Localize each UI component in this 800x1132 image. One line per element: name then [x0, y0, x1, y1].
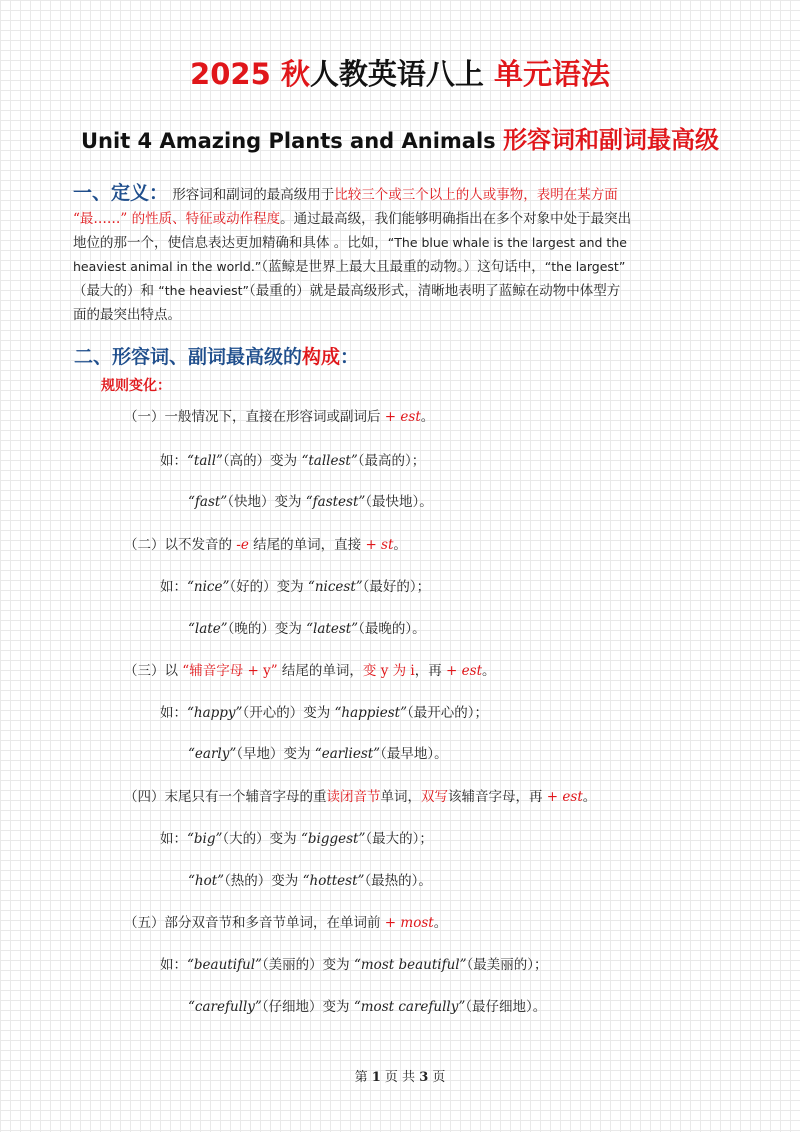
section2-heading-highlight: 构成 — [302, 346, 341, 368]
rule-end: 。 — [393, 537, 407, 553]
definition-highlight: “最……” 的性质、特征或动作程度 — [73, 211, 281, 227]
example-meaning: （晚的）变为 — [227, 621, 307, 637]
example-superlative: “hottest” — [302, 873, 365, 889]
example-meaning: （最仔细地）。 — [465, 999, 547, 1015]
rule-highlight: “辅音字母 + y” — [182, 663, 278, 679]
example-meaning: （快地）变为 — [227, 494, 306, 510]
example-phrase: “the heaviest” — [158, 283, 249, 298]
regular-changes-label: 规则变化： — [101, 378, 171, 394]
example-line — [160, 701, 488, 721]
example-meaning: （最高的）； — [357, 453, 426, 469]
example-meaning: （最晚的）。 — [358, 621, 426, 637]
rule-2 — [124, 533, 407, 553]
rule-suffix: + most — [384, 915, 434, 931]
example-line — [188, 995, 546, 1015]
rule-suffix: + est — [384, 409, 421, 425]
definition-text: （最重的）就是最高级形式，清晰地表明了蓝鲸在动物中体型方 — [248, 283, 621, 299]
rule-1 — [124, 405, 434, 425]
rule-number: （五） — [124, 915, 165, 931]
example-word: “nice” — [187, 579, 230, 595]
title-topic: 单元语法 — [493, 57, 610, 91]
definition-text: （最大的）和 — [73, 283, 159, 299]
example-meaning: （最热的）。 — [364, 873, 432, 889]
example-meaning: （最快地）。 — [365, 494, 433, 510]
rule-highlight: -e — [236, 537, 249, 553]
example-meaning: （最早地）。 — [380, 746, 448, 762]
example-superlative: “biggest” — [300, 831, 366, 847]
section2-heading-text: 二、形容词、副词最高级的 — [74, 346, 303, 368]
example-superlative: “most beautiful” — [353, 957, 467, 973]
current-page-number: 1 — [371, 1070, 381, 1085]
example-word: “fast” — [188, 494, 228, 510]
rule-end: 。 — [582, 789, 597, 805]
example-word: “big” — [187, 831, 223, 847]
example-line — [188, 617, 426, 637]
rule-text: 末尾只有一个辅音字母的重 — [164, 789, 327, 805]
section2-heading-colon: ： — [340, 346, 360, 368]
example-meaning: （好的）变为 — [229, 579, 308, 595]
example-line — [160, 449, 425, 469]
rule-highlight: 变 y 为 i — [362, 663, 415, 679]
rule-text: 以 — [164, 663, 183, 679]
example-word: “happy” — [187, 705, 243, 721]
footer-text: 页 — [428, 1070, 446, 1085]
rule-text: 以不发音的 — [164, 537, 237, 553]
example-word: “late” — [188, 621, 228, 637]
example-meaning: （美丽的）变为 — [261, 957, 354, 973]
rule-4 — [124, 785, 596, 805]
example-word: “early” — [188, 746, 237, 762]
example-meaning: （高的）变为 — [222, 453, 302, 469]
page-title — [0, 52, 800, 93]
rule-suffix: + est — [446, 663, 482, 679]
example-meaning: （最大的）； — [365, 831, 433, 847]
rule-3 — [124, 659, 496, 679]
example-meaning: （早地）变为 — [236, 746, 315, 762]
example-superlative: “tallest” — [301, 453, 358, 469]
definition-text: 。通过最高级，我们能够明确指出在多个对象中处于最突出 — [280, 211, 632, 227]
rule-suffix: + est — [546, 789, 583, 805]
example-line — [160, 575, 430, 595]
rule-number: （一） — [124, 409, 165, 425]
example-superlative: “fastest” — [305, 494, 366, 510]
definition-highlight: 比较三个或三个以上的人或事物，表明在某方面 — [334, 187, 618, 203]
example-prefix: 如： — [160, 957, 187, 973]
example-superlative: “latest” — [306, 621, 359, 637]
rule-end: 。 — [482, 663, 496, 679]
rule-number: （三） — [124, 663, 165, 679]
rule-text: 结尾的单词， — [277, 663, 363, 679]
example-prefix: 如： — [160, 579, 187, 595]
example-prefix: 如： — [160, 453, 187, 469]
example-sentence: heaviest animal in the world.” — [73, 259, 262, 274]
example-superlative: “nicest” — [307, 579, 363, 595]
example-word: “carefully” — [188, 999, 262, 1015]
example-line — [188, 490, 433, 510]
example-meaning: （开心的）变为 — [242, 705, 335, 721]
example-meaning: （大的）变为 — [222, 831, 301, 847]
rule-text: 结尾的单词，直接 — [248, 537, 366, 553]
rule-5 — [124, 911, 447, 931]
title-course: 人教英语八上 — [309, 57, 494, 91]
rule-end: 。 — [433, 915, 448, 931]
example-meaning: （热的）变为 — [224, 873, 303, 889]
rule-text: 部分双音节和多音节单词，在单词前 — [164, 915, 385, 931]
total-page-number: 3 — [419, 1070, 429, 1085]
rule-text: ，再 — [414, 663, 447, 679]
example-word: “tall” — [187, 453, 223, 469]
definition-text: 地位的那一个，使信息表达更加精确和具体 。比如， — [73, 235, 388, 251]
rule-text: 该辅音字母，再 — [448, 789, 547, 805]
subtitle-topic: 形容词和副词最高级 — [502, 126, 719, 154]
rule-number: （二） — [124, 537, 165, 553]
rule-highlight: 双写 — [421, 789, 448, 805]
example-prefix: 如： — [160, 831, 187, 847]
example-meaning: （最好的）； — [362, 579, 431, 595]
rule-text: 单词， — [380, 789, 421, 805]
rule-end: 。 — [420, 409, 435, 425]
page-subtitle — [0, 120, 800, 155]
definition-text: 形容词和副词的最高级用于 — [172, 187, 335, 203]
title-year: 2025 秋 — [190, 57, 310, 91]
example-superlative: “most carefully” — [353, 999, 466, 1015]
footer-text: 页 共 — [380, 1070, 420, 1085]
footer-text: 第 — [354, 1070, 372, 1085]
example-superlative: “earliest” — [314, 746, 381, 762]
example-line — [160, 827, 433, 847]
example-meaning: （仔细地）变为 — [261, 999, 354, 1015]
example-phrase: “the largest” — [544, 259, 626, 274]
rule-highlight: 读闭音节 — [326, 789, 381, 805]
subtitle-unit: Unit 4 Amazing Plants and Animals — [81, 129, 503, 153]
example-meaning: （最美丽的）； — [466, 957, 548, 973]
example-line — [188, 869, 432, 889]
rule-number: （四） — [124, 789, 165, 805]
rule-suffix: + st — [365, 537, 394, 553]
example-sentence: “The blue whale is the largest and the — [387, 235, 627, 250]
example-meaning: （最开心的）； — [407, 705, 489, 721]
definition-paragraph — [73, 181, 731, 327]
definition-text: 面的最突出特点。 — [73, 307, 181, 323]
example-word: “beautiful” — [187, 957, 262, 973]
example-superlative: “happiest” — [334, 705, 408, 721]
page-footer — [0, 1066, 800, 1085]
example-word: “hot” — [188, 873, 225, 889]
rule-text: 一般情况下，直接在形容词或副词后 — [164, 409, 385, 425]
section1-heading: 一、定义： — [73, 182, 169, 204]
example-prefix: 如： — [160, 705, 187, 721]
definition-text: （蓝鲸是世界上最大且最重的动物。）这句话中， — [261, 259, 545, 275]
section2-heading — [74, 342, 359, 369]
example-line — [160, 953, 548, 973]
example-line — [188, 742, 448, 762]
